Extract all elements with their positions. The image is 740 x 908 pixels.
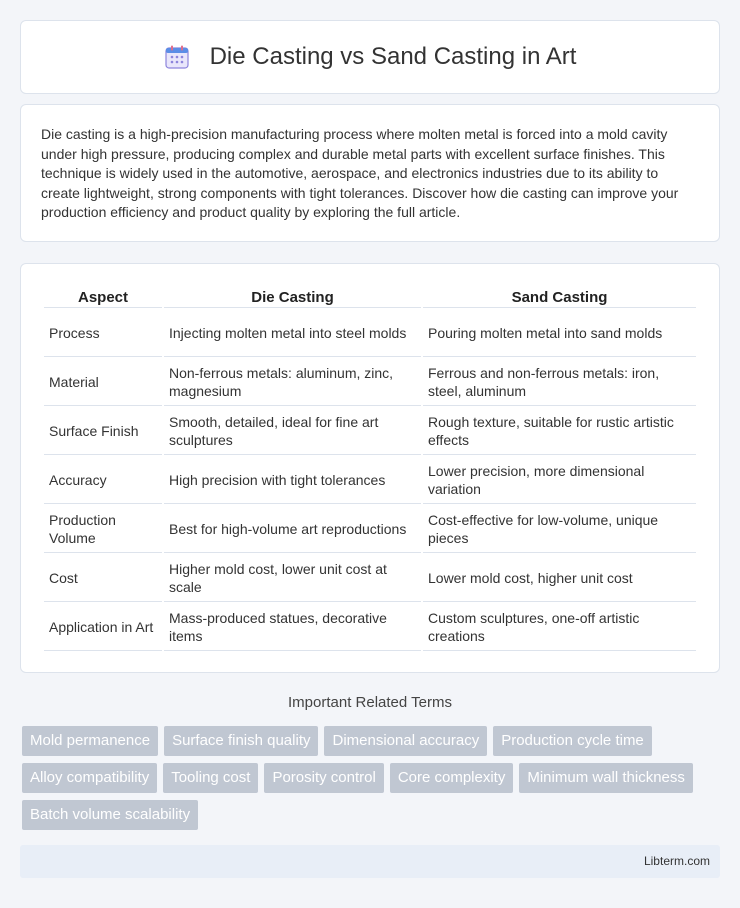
table-header-row [44, 286, 696, 308]
table-row [44, 408, 696, 455]
cell-die-casting: Best for high-volume art reproductions [164, 506, 421, 553]
cell-die-casting: High precision with tight tolerances [164, 457, 421, 504]
calendar-icon [164, 44, 190, 70]
header-aspect: Aspect [44, 286, 162, 308]
comparison-table [42, 284, 698, 653]
table-row [44, 310, 696, 357]
cell-sand-casting: Lower precision, more dimensional variation [423, 457, 696, 504]
related-term-tag[interactable]: Production cycle time [493, 726, 652, 756]
related-terms-list [22, 726, 722, 830]
cell-die-casting: Smooth, detailed, ideal for fine art sculptures [164, 408, 421, 455]
related-term-tag[interactable]: Dimensional accuracy [324, 726, 487, 756]
cell-aspect: Process [44, 310, 162, 357]
table-row [44, 555, 696, 602]
cell-sand-casting: Custom sculptures, one-off artistic creations [423, 604, 696, 651]
cell-aspect: Cost [44, 555, 162, 602]
cell-die-casting: Higher mold cost, lower unit cost at scale [164, 555, 421, 602]
table-row [44, 359, 696, 406]
intro-card [20, 104, 720, 242]
cell-die-casting: Non-ferrous metals: aluminum, zinc, magnesium [164, 359, 421, 406]
cell-aspect: Surface Finish [44, 408, 162, 455]
table-row [44, 457, 696, 504]
cell-die-casting: Injecting molten metal into steel molds [164, 310, 421, 357]
related-term-tag[interactable]: Batch volume scalability [22, 800, 198, 830]
cell-sand-casting: Cost-effective for low-volume, unique pieces [423, 506, 696, 553]
header-card [20, 20, 720, 94]
cell-sand-casting: Lower mold cost, higher unit cost [423, 555, 696, 602]
intro-text: Die casting is a high-precision manufacturing process where molten metal is forced into a mold cavity under high pressure, producing complex and durable metal parts with excellent surface finishes. This technique is widely used in the automotive, aerospace, and electronics industries due to its ability to create lightweight, strong components with tight tolerances. Discover how die casting can improve your production efficiency and product quality by exploring the full article. [41, 126, 679, 221]
cell-sand-casting: Ferrous and non-ferrous metals: iron, steel, aluminum [423, 359, 696, 406]
header-die-casting: Die Casting [164, 286, 421, 308]
related-term-tag[interactable]: Mold permanence [22, 726, 158, 756]
related-term-tag[interactable]: Tooling cost [163, 763, 258, 793]
comparison-table-card [20, 263, 720, 673]
related-term-tag[interactable]: Surface finish quality [164, 726, 318, 756]
table-row [44, 506, 696, 553]
related-term-tag[interactable]: Porosity control [264, 763, 383, 793]
footer-site-link[interactable]: Libterm.com [643, 854, 710, 868]
related-terms-title: Important Related Terms [288, 694, 452, 711]
footer [20, 845, 720, 878]
related-term-tag[interactable]: Core complexity [390, 763, 514, 793]
table-row [44, 604, 696, 651]
cell-aspect: Application in Art [44, 604, 162, 651]
related-term-tag[interactable]: Minimum wall thickness [519, 763, 693, 793]
cell-sand-casting: Pouring molten metal into sand molds [423, 310, 696, 357]
page-title: Die Casting vs Sand Casting in Art [209, 43, 577, 70]
cell-sand-casting: Rough texture, suitable for rustic artistic effects [423, 408, 696, 455]
cell-aspect: Production Volume [44, 506, 162, 553]
header-sand-casting: Sand Casting [423, 286, 696, 308]
cell-aspect: Accuracy [44, 457, 162, 504]
related-term-tag[interactable]: Alloy compatibility [22, 763, 157, 793]
cell-die-casting: Mass-produced statues, decorative items [164, 604, 421, 651]
cell-aspect: Material [44, 359, 162, 406]
